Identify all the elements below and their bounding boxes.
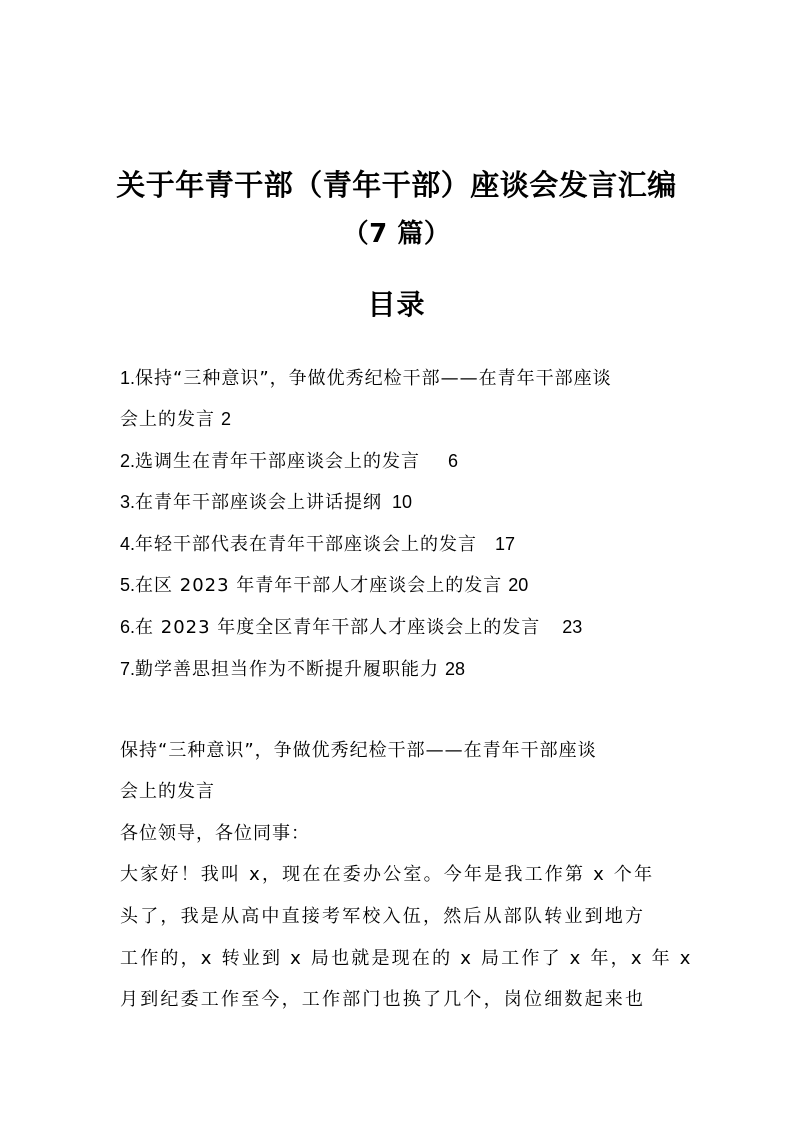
article-greeting: 各位领导，各位同事： bbox=[120, 823, 310, 844]
document-subtitle: （7 篇） bbox=[342, 219, 451, 249]
toc-item-number: 6. bbox=[120, 617, 136, 637]
toc-item-4[interactable] bbox=[120, 531, 680, 558]
toc-page-number: 2 bbox=[221, 409, 232, 429]
toc-item-number: 1. bbox=[120, 368, 136, 388]
paragraph-line: 头了，我是从高中直接考军校入伍，然后从部队转业到地方 bbox=[120, 906, 646, 927]
paragraph-line: 月到纪委工作至今，工作部门也换了几个，岗位细数起来也 bbox=[120, 989, 646, 1010]
toc-item-text: 在 2023 年度全区青年干部人才座谈会上的发言 bbox=[135, 617, 541, 638]
toc-item-7[interactable] bbox=[120, 656, 680, 683]
toc-page-number: 23 bbox=[562, 617, 583, 637]
toc-item-text: 在区 2023 年青年干部人才座谈会上的发言 bbox=[135, 575, 503, 596]
toc-item-number: 3. bbox=[120, 492, 136, 512]
toc-item-6[interactable] bbox=[120, 614, 680, 641]
paragraph-line: 大家好！我叫 x，现在在委办公室。今年是我工作第 x 个年 bbox=[120, 864, 655, 885]
toc-item-1-continued[interactable] bbox=[120, 406, 680, 433]
toc-item-3[interactable] bbox=[120, 489, 680, 516]
toc-item-text: 保持“三种意识”，争做优秀纪检干部——在青年干部座谈 bbox=[135, 368, 612, 389]
toc-page-number: 28 bbox=[445, 659, 466, 679]
toc-item-2[interactable] bbox=[120, 448, 680, 475]
toc-item-number: 4. bbox=[120, 534, 136, 554]
toc-heading: 目录 bbox=[367, 288, 426, 321]
toc-item-5[interactable] bbox=[120, 572, 680, 599]
toc-page-number: 20 bbox=[508, 575, 529, 595]
toc-item-number: 7. bbox=[120, 659, 136, 679]
toc-item-number: 2. bbox=[120, 451, 136, 471]
paragraph-line: 工作的，x 转业到 x 局也就是现在的 x 局工作了 x 年，x 年 x bbox=[120, 948, 693, 969]
toc-page-number: 6 bbox=[448, 451, 459, 471]
article-heading-continued: 会上的发言 bbox=[120, 781, 215, 802]
toc-item-text: 选调生在青年干部座谈会上的发言 bbox=[135, 451, 421, 472]
toc-item-number: 5. bbox=[120, 575, 136, 595]
toc-item-text: 勤学善思担当作为不断提升履职能力 bbox=[135, 659, 440, 680]
toc-item-text: 在青年干部座谈会上讲话提纲 bbox=[135, 492, 383, 513]
article-heading: 保持“三种意识”，争做优秀纪检干部——在青年干部座谈 bbox=[120, 740, 597, 761]
toc-item-1[interactable] bbox=[120, 365, 680, 392]
toc-item-text: 会上的发言 bbox=[120, 409, 215, 430]
toc-item-text: 年轻干部代表在青年干部座谈会上的发言 bbox=[135, 534, 478, 555]
document-title: 关于年青干部（青年干部）座谈会发言汇编 bbox=[116, 168, 677, 202]
toc-page-number: 17 bbox=[495, 534, 516, 554]
toc-page-number: 10 bbox=[392, 492, 413, 512]
